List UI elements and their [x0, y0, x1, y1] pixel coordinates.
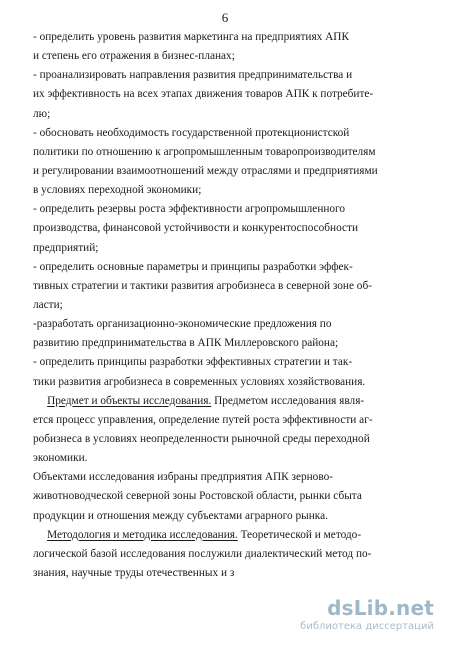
section-heading-subject: Предмет и объекты исследования. — [47, 394, 212, 407]
text-line: и регулировании взаимоотношений между отраслями и предприятиями — [33, 164, 378, 177]
text-line: экономики. — [33, 452, 88, 465]
text-line: тивных стратегии и тактики развития агробизнеса в северной зоне об- — [33, 279, 372, 292]
text-line: -разработать организационно-экономические предложения по — [33, 318, 332, 331]
document-body — [33, 28, 430, 583]
text-line: - определить резервы роста эффективности агропромышленного — [33, 203, 346, 216]
section-subject-rest: Предметом исследования явля- — [211, 394, 365, 407]
watermark-logo: dsLib.net — [327, 596, 434, 620]
text-line: политики по отношению к агропромышленным товаропроизводителям — [33, 145, 376, 158]
watermark — [259, 596, 434, 636]
text-line: в условиях переходной экономики; — [33, 184, 202, 197]
page-number: 6 — [221, 10, 229, 25]
text-line: - определить уровень развития маркетинга на предприятиях АПК — [33, 31, 349, 43]
watermark-tagline: библиотека диссертаций — [300, 621, 434, 632]
text-line: и степень его отражения в бизнес-планах; — [33, 50, 235, 63]
text-line: их эффективность на всех этапах движения товаров АПК к потребите- — [33, 88, 374, 101]
text-line: ется процесс управления, определение путей роста эффективности аг- — [33, 413, 373, 426]
text-line: животноводческой северной зоны Ростовской области, рынки сбыта — [33, 490, 362, 503]
section-method-rest: Теоретической и методо- — [237, 528, 362, 541]
text-line: ласти; — [33, 298, 63, 311]
text-line: логической базой исследования послужили диалектический метод по- — [33, 547, 372, 560]
text-line: предприятий; — [33, 241, 99, 254]
subject-heading-line — [33, 392, 430, 411]
text-line: - обосновать необходимость государственной протекционистской — [33, 126, 350, 139]
text-line: робизнеса в условиях неопределенности рыночной среды переходной — [33, 432, 370, 445]
text-line: производства, финансовой устойчивости и конкурентоспособности — [33, 222, 359, 235]
section-heading-method: Методология и методика исследования. — [47, 528, 238, 541]
text-line: - определить принципы разработки эффективных стратегии и так- — [33, 356, 353, 369]
text-line: лю; — [33, 107, 51, 120]
text-line: знания, научные труды отечественных и з — [33, 566, 235, 579]
text-line: тики развития агробизнеса в современных условиях хозяйствования. — [33, 375, 366, 388]
text-line: Объектами исследования избраны предприятия АПК зерново- — [33, 471, 333, 484]
method-heading-line — [33, 526, 430, 545]
text-line: - проанализировать направления развития предпринимательства и — [33, 69, 353, 82]
text-line: развитию предпринимательства в АПК Миллеровского района; — [33, 337, 339, 350]
text-line: продукции и отношения между субъектами аграрного рынка. — [33, 509, 328, 522]
text-line: - определить основные параметры и принципы разработки эффек- — [33, 260, 353, 273]
